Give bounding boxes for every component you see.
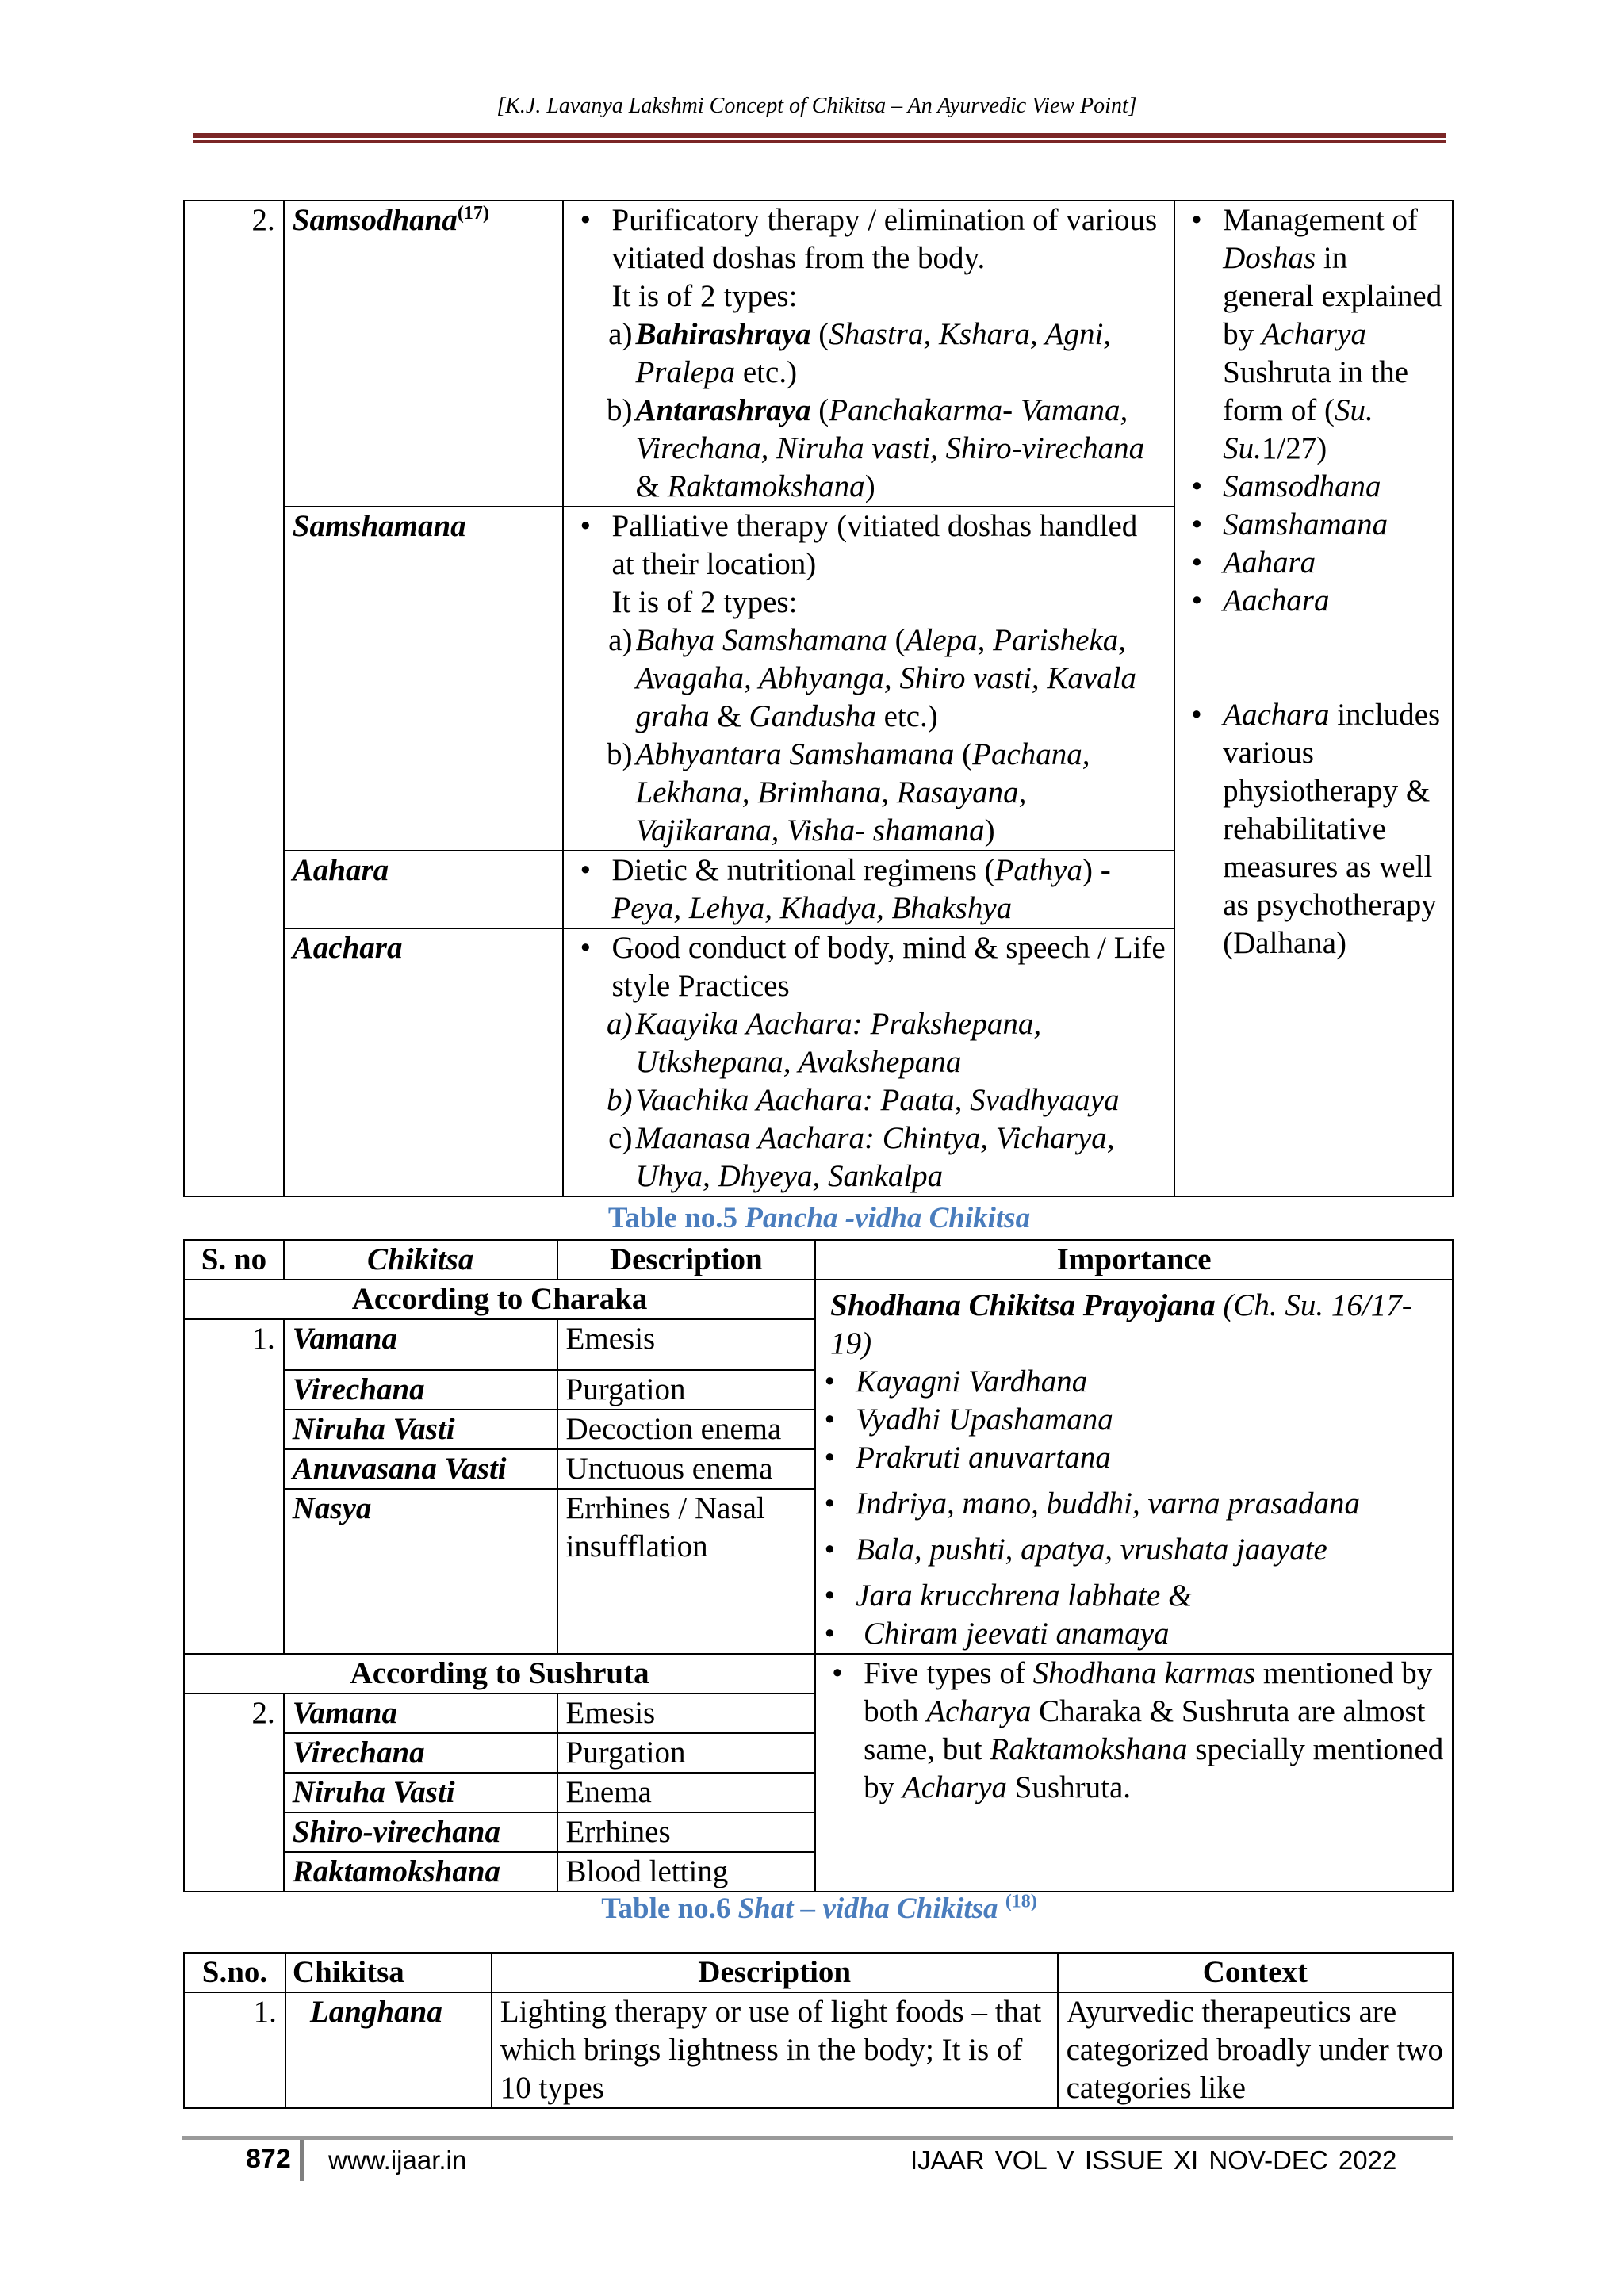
samsodhana-cell [284, 201, 564, 507]
desc-line: • Palliative therapy (vitiated doshas handled at their location) [611, 509, 1138, 581]
text-fragment: Acharya [926, 1694, 1032, 1728]
table-row [184, 1654, 1453, 1693]
aahara-name: Aahara [292, 853, 389, 887]
table-6 [183, 1952, 1454, 2109]
col-header: Chikitsa [284, 1240, 557, 1280]
samshamana-name: Samshamana [292, 509, 466, 543]
text-fragment: Sushruta. [1007, 1770, 1132, 1804]
samshamana-desc [563, 507, 1174, 851]
chikitsa-desc: Lighting therapy or use of light foods – that which brings lightness in the body; It is of 10 types [492, 1992, 1058, 2108]
sub-label: a) [606, 1007, 633, 1041]
importance-title: Shodhana Chikitsa Prayojana [830, 1288, 1216, 1322]
chikitsa-desc: Blood letting [557, 1852, 816, 1892]
col-header: S. no [184, 1240, 284, 1280]
chikitsa-desc: Emesis [557, 1693, 816, 1733]
list-item: • Jara krucchrena labhate & [816, 1577, 1444, 1615]
types-line: It is of 2 types: [611, 585, 798, 619]
row-sno: 1. [184, 1992, 285, 2108]
text-fragment: Pachana, Lekhana, Brimhana, Rasayana, Vajikarana, Visha- shamana [635, 737, 1090, 848]
text-fragment: Doshas [1223, 241, 1316, 275]
sub-label: b) [606, 1083, 633, 1117]
table-5 [183, 1239, 1454, 1892]
text-fragment: Alepa, Parisheka, Avagaha, Abhyanga, Shiro vasti, Kavala graha [635, 623, 1137, 733]
chikitsa-name: Nasya [284, 1489, 557, 1654]
text-fragment: Dietic & nutritional regimens ( [611, 853, 995, 887]
text-fragment: Bahya Samshamana [635, 623, 887, 657]
aachara-name: Aachara [292, 931, 403, 965]
text-fragment: Kaayika Aachara: Prakshepana, Utkshepana, Avakshepana [635, 1007, 1042, 1079]
list-item: • Vyadhi Upashamana [816, 1401, 1444, 1439]
list-item [1183, 201, 1444, 468]
caption-prefix: Table no.5 [607, 1202, 745, 1234]
chikitsa-desc: Enema [557, 1773, 816, 1812]
list-item: • Chiram jeevati anamaya [816, 1615, 1444, 1653]
table-row [184, 201, 1453, 507]
table-row [184, 1992, 1453, 2108]
text-fragment: Raktamokshana [667, 469, 865, 503]
samsodhana-desc [563, 201, 1174, 507]
caption-title: Shat – vidha Chikitsa [737, 1892, 1005, 1925]
footer-url[interactable]: www.ijaar.in [328, 2145, 467, 2175]
page-number: 872 [246, 2144, 291, 2174]
chikitsa-name: Vamana [284, 1319, 557, 1370]
footer-rule [182, 2136, 1453, 2140]
caption-prefix: Table no.6 [601, 1892, 738, 1925]
list-item: • Bala, pushti, apatya, vrushata jaayate [816, 1531, 1444, 1569]
col-header: Description [557, 1240, 816, 1280]
sushruta-group-label: According to Sushruta [184, 1654, 815, 1693]
chikitsa-desc: Emesis [557, 1319, 816, 1370]
chikitsa-desc: Errhines [557, 1812, 816, 1852]
text-fragment: ) [984, 813, 995, 848]
chikitsa-desc: Purgation [557, 1370, 816, 1410]
samshamana-cell [284, 507, 564, 851]
samsodhana-name: Samsodhana [292, 203, 458, 237]
chikitsa-name: Raktamokshana [284, 1852, 557, 1892]
table-row [184, 1280, 1453, 1319]
samsodhana-ref: (17) [457, 203, 489, 224]
running-header: [K.J. Lavanya Lakshmi Concept of Chikitsa – An Ayurvedic View Point] [496, 94, 1137, 118]
caption-ref: (18) [1005, 1891, 1037, 1912]
chikitsa-desc: Decoction enema [557, 1410, 816, 1449]
text-fragment: Gandusha [749, 699, 876, 733]
desc-line: • Good conduct of body, mind & speech / Life style Practices [572, 929, 1166, 1005]
chikitsa-desc: Unctuous enema [557, 1449, 816, 1489]
importance-ref: (Ch. Su. 16/17-19) [830, 1288, 1412, 1360]
text-fragment: Maanasa Aachara: Chintya, Vicharya, Uhya, Dhyeya, Sankalpa [635, 1121, 1115, 1193]
row-sno: 1. [184, 1319, 284, 1654]
col-header: Chikitsa [285, 1953, 492, 1992]
charaka-group-label: According to Charaka [184, 1280, 815, 1319]
chikitsa-name: Niruha Vasti [284, 1773, 557, 1812]
text-fragment: ( [810, 393, 829, 427]
aahara-cell [284, 851, 564, 928]
text-fragment: ) [864, 469, 875, 503]
header-rule-thin [193, 140, 1446, 143]
chikitsa-name: Langhana [285, 1992, 492, 2108]
chikitsa-name: Anuvasana Vasti [284, 1449, 557, 1489]
sub-label: a) [608, 623, 633, 657]
chikitsa-name: Vamana [284, 1693, 557, 1733]
text-fragment: in general explained by [1223, 241, 1442, 351]
list-item: • Kayagni Vardhana [816, 1363, 1444, 1401]
text-fragment: Su. Su. [1223, 393, 1373, 465]
table-header-row [184, 1240, 1453, 1280]
bahirashraya: Bahirashraya [635, 317, 811, 351]
col-header: Description [492, 1953, 1058, 1992]
chikitsa-desc: Errhines / Nasal insufflation [557, 1489, 816, 1654]
text-fragment: Shastra, Kshara, Agni, Pralepa [635, 317, 1112, 389]
table-4-continued [183, 200, 1454, 1197]
text-fragment: specially mentioned by [864, 1732, 1444, 1804]
text-fragment: Acharya [1261, 317, 1367, 351]
text-fragment: Abhyantara Samshamana [635, 737, 955, 771]
footer-divider [300, 2140, 304, 2181]
context-cell: Ayurvedic therapeutics are categorized broadly under two categories like [1058, 1992, 1453, 2108]
text-fragment: ( [954, 737, 973, 771]
list-item: • Samsodhana [1183, 468, 1444, 506]
text-fragment: ) - [1082, 853, 1111, 887]
text-fragment: Acharya [902, 1770, 1008, 1804]
list-item: • Prakruti anuvartana [816, 1439, 1444, 1477]
text-fragment: Sushruta in the form of ( [1223, 355, 1409, 427]
col-header: Importance [815, 1240, 1453, 1280]
header-rule-thick [193, 133, 1446, 138]
chikitsa-desc: Purgation [557, 1733, 816, 1773]
list-item: • Aahara [1183, 544, 1444, 582]
text-fragment: Raktamokshana [990, 1732, 1188, 1766]
types-line: It is of 2 types: [611, 279, 798, 313]
list-item: • Aachara [1183, 582, 1444, 620]
desc-line: • Purificatory therapy / elimination of various vitiated doshas from the body. [611, 203, 1158, 275]
table-5-caption [193, 1201, 1446, 1235]
text-fragment: 1/27) [1261, 431, 1327, 465]
text-fragment: includes various physiotherapy & rehabilitative measures as well as psychotherapy (Dalhana) [1223, 698, 1441, 960]
aahara-desc [563, 851, 1174, 928]
text-fragment: Pathya [994, 853, 1082, 887]
text-fragment: & [709, 699, 749, 733]
row-sno: 2. [184, 201, 284, 1196]
text-fragment: mentioned by both [864, 1656, 1433, 1728]
antarashraya: Antarashraya [635, 393, 811, 427]
text-fragment: Panchakarma- Vamana, Virechana, Niruha vasti, Shiro-virechana [635, 393, 1145, 465]
sub-label: a) [608, 317, 633, 351]
aachara-desc [563, 928, 1174, 1196]
footer-journal: IJAAR VOL V ISSUE XI NOV-DEC 2022 [910, 2145, 1397, 2175]
table-header-row [184, 1953, 1453, 1992]
text-fragment: etc.) [875, 699, 938, 733]
text-fragment: Aachara [1223, 698, 1330, 732]
list-item: • Indriya, mano, buddhi, varna prasadana [816, 1485, 1444, 1523]
text-fragment: Peya, Lehya, Khadya, Bhakshya [611, 891, 1013, 925]
management-column [1174, 201, 1453, 1196]
table-6-caption [193, 1892, 1446, 1926]
text-fragment: etc.) [735, 355, 798, 389]
text-fragment: ( [810, 317, 829, 351]
caption-title: Pancha -vidha Chikitsa [745, 1202, 1031, 1234]
text-fragment: ( [887, 623, 906, 657]
text-fragment: Charaka & Sushruta are almost same, but [864, 1694, 1426, 1766]
sub-label: b) [606, 737, 633, 771]
col-header: Context [1058, 1953, 1453, 1992]
importance-cell [815, 1280, 1453, 1654]
sushruta-note-cell [815, 1654, 1453, 1892]
list-item: • Samshamana [1183, 506, 1444, 544]
aachara-cell [284, 928, 564, 1196]
sub-label: c) [608, 1121, 633, 1155]
text-fragment: Five types of [864, 1656, 1033, 1690]
chikitsa-name: Virechana [284, 1733, 557, 1773]
text-fragment: Vaachika Aachara: Paata, Svadhyaaya [635, 1083, 1120, 1117]
list-item [1183, 696, 1444, 962]
chikitsa-name: Virechana [284, 1370, 557, 1410]
text-fragment: Management of [1223, 203, 1418, 237]
text-fragment: & [635, 469, 668, 503]
row-sno: 2. [184, 1693, 284, 1892]
col-header: S.no. [184, 1953, 285, 1992]
list-item [824, 1655, 1444, 1807]
chikitsa-name: Niruha Vasti [284, 1410, 557, 1449]
chikitsa-name: Shiro-virechana [284, 1812, 557, 1852]
text-fragment: Shodhana karmas [1032, 1656, 1256, 1690]
sub-label: b) [606, 393, 633, 427]
